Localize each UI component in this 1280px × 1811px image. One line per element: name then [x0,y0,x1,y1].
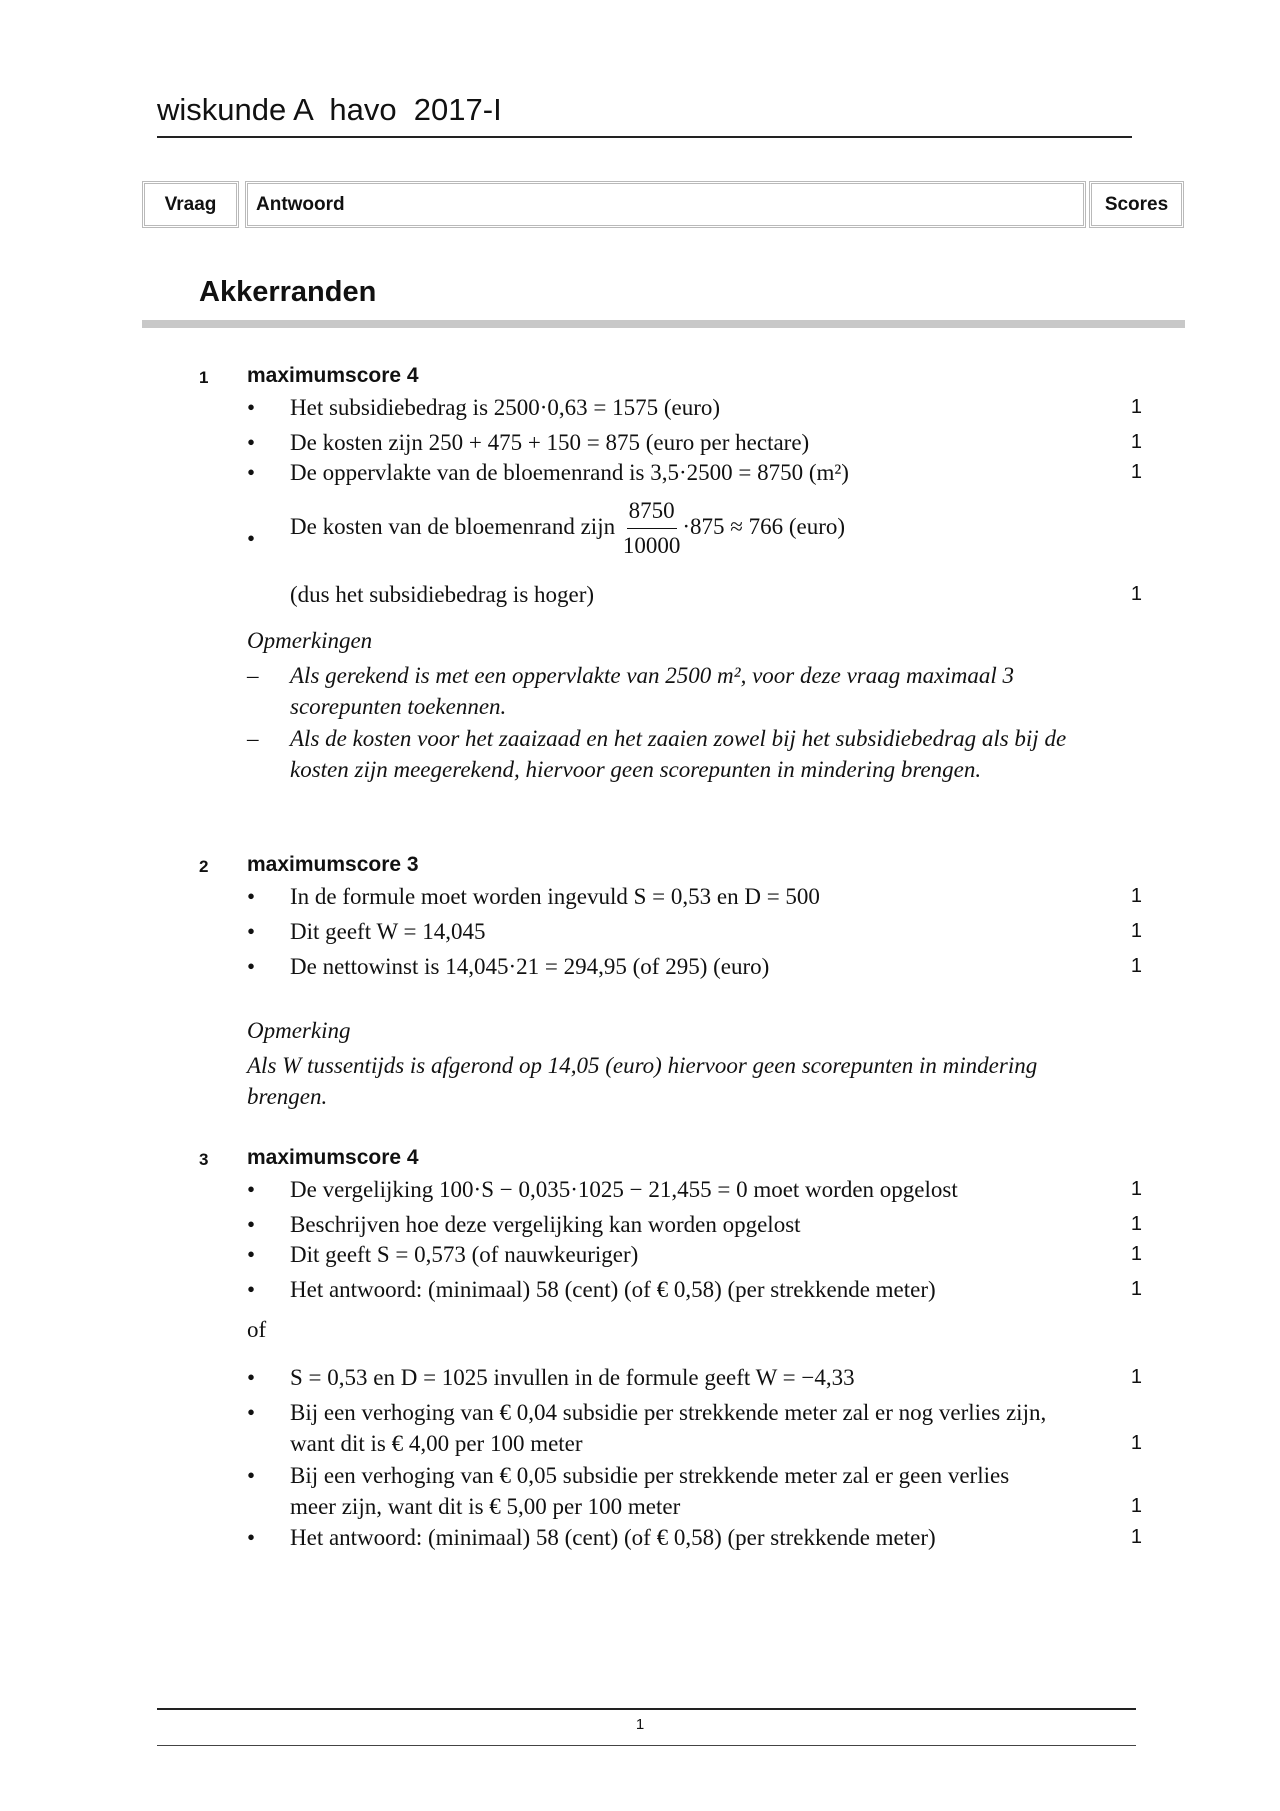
question-number: 3 [199,1150,209,1169]
document-title: wiskunde A havo 2017-I [157,92,502,127]
section-title: Akkerranden [199,276,377,308]
question-max-score: maximumscore 4 [247,1146,419,1169]
page-number: 1 [635,1716,645,1733]
bullet-icon: • [247,1212,256,1237]
bullet-icon: • [247,430,256,455]
answer-step [247,1274,1142,1305]
step-score: 1 [1130,1526,1142,1548]
bullet-icon: • [247,1277,256,1302]
title-divider [157,136,1132,138]
answer-step [247,1362,1142,1393]
step-text: ·875 ≈ 766 (euro) [682,513,846,539]
remark-item [247,723,1077,785]
step-score: 1 [1130,885,1142,907]
step-score: 1 [1130,461,1142,483]
answer-step [247,916,1142,947]
bullet-icon: • [247,1463,256,1488]
step-text: S = 0,53 en D = 1025 invullen in de formule geeft W = −4,33 [290,1365,855,1390]
answer-step [247,1239,1142,1270]
question-number: 2 [199,857,209,876]
answer-step [247,1522,1142,1553]
step-score: 1 [1130,431,1142,453]
answer-step [247,1397,1142,1459]
step-formula [290,494,1142,563]
question-max-score: maximumscore 4 [247,364,419,387]
step-text: De nettowinst is 14,045·21 = 294,95 (of 295) (euro) [290,954,770,979]
footer-divider-bottom [157,1745,1136,1746]
step-score: 1 [1130,1432,1142,1454]
alternative-separator: of [247,1317,267,1342]
answer-step [247,494,1142,610]
step-text: Bij een verhoging van € 0,05 subsidie per strekkende meter zal er geen verlies meer zijn, want dit is € 5,00 per 100 meter [290,1463,1010,1519]
bullet-icon: • [247,1400,256,1425]
bullet-icon: • [247,1365,256,1390]
step-continuation: (dus het subsidiebedrag is hoger) [290,582,595,607]
column-header-vraag: Vraag [142,181,239,228]
remarks-heading: Opmerking [247,1018,351,1043]
step-score: 1 [1130,1178,1142,1200]
bullet-icon: • [247,1242,256,1267]
fraction-numerator: 8750 [627,494,677,529]
remarks-heading: Opmerkingen [247,628,373,653]
step-text: Het antwoord: (minimaal) 58 (cent) (of € 0,58) (per strekkende meter) [290,1277,936,1302]
step-text: De kosten zijn 250 + 475 + 150 = 875 (euro per hectare) [290,430,810,455]
dash-icon: – [247,663,259,688]
bullet-icon: • [247,1525,256,1550]
remark-item [247,660,1077,722]
dash-icon: – [247,726,259,751]
step-score: 1 [1130,1366,1142,1388]
column-header-antwoord: Antwoord [245,181,1086,228]
bullet-icon: • [247,919,256,944]
footer-divider-top [157,1708,1136,1710]
answer-step [247,427,1142,458]
step-score: 1 [1130,1278,1142,1300]
remark-text: Als gerekend is met een oppervlakte van 2500 m², voor deze vraag maximaal 3 scorepunten toekennen. [290,663,1014,719]
remark-text: Als W tussentijds is afgerond op 14,05 (euro) hiervoor geen scorepunten in mindering brengen. [247,1053,1038,1109]
answer-step [247,392,1142,423]
step-score: 1 [1130,396,1142,418]
answer-step [247,1460,1142,1522]
question-number: 1 [199,368,209,387]
step-text: Het subsidiebedrag is 2500·0,63 = 1575 (euro) [290,395,721,420]
bullet-icon: • [247,884,256,909]
column-header-scores: Scores [1089,181,1184,228]
bullet-icon: • [247,954,256,979]
step-score: 1 [1130,1495,1142,1517]
section-divider [142,320,1185,328]
step-text: De kosten van de bloemenrand zijn [290,513,616,539]
bullet-icon: • [247,460,256,485]
answer-step [247,1209,1142,1240]
step-text: Beschrijven hoe deze vergelijking kan worden opgelost [290,1212,801,1237]
remark-text: Als de kosten voor het zaaizaad en het zaaien zowel bij het subsidiebedrag als bij de kosten zijn meegerekend, hiervoor geen scorepunten in mindering brengen. [290,726,1067,782]
fraction [623,494,681,563]
bullet-icon: • [247,1177,256,1202]
step-text: Dit geeft S = 0,573 (of nauwkeuriger) [290,1242,639,1267]
bullet-icon: • [247,395,256,420]
step-score: 1 [1130,920,1142,942]
step-score: 1 [1130,583,1142,605]
step-score: 1 [1130,1243,1142,1265]
step-text: De vergelijking 100·S − 0,035·1025 − 21,455 = 0 moet worden opgelost [290,1177,958,1202]
answer-step [247,457,1142,488]
step-score: 1 [1130,1213,1142,1235]
answer-step [247,951,1142,982]
answer-step [247,1174,1142,1205]
step-text: De oppervlakte van de bloemenrand is 3,5·2500 = 8750 (m²) [290,460,849,485]
step-text: Dit geeft W = 14,045 [290,919,486,944]
answer-step [247,881,1142,912]
bullet-icon: • [247,526,256,551]
step-text: Het antwoord: (minimaal) 58 (cent) (of € 0,58) (per strekkende meter) [290,1525,936,1550]
step-text: Bij een verhoging van € 0,04 subsidie per strekkende meter zal er nog verlies zijn, want dit is € 4,00 per 100 meter [290,1400,1047,1456]
question-max-score: maximumscore 3 [247,853,419,876]
step-score: 1 [1130,955,1142,977]
step-text: In de formule moet worden ingevuld S = 0,53 en D = 500 [290,884,820,909]
fraction-denominator: 10000 [622,533,681,558]
